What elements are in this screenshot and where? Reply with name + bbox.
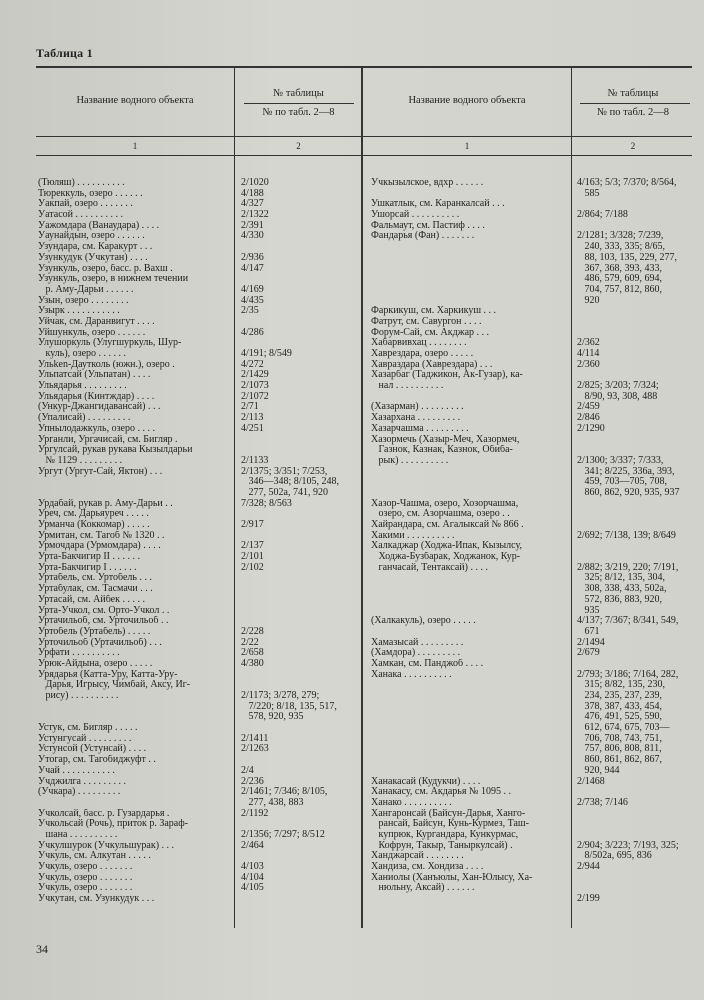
entry-ref: 2/1494 (577, 637, 605, 648)
entry-ref: 4/330 (241, 231, 264, 242)
entry-ref (577, 541, 693, 552)
entry-name: озеро, см. Азорчашма, озеро . . (371, 509, 510, 520)
entry-name: Уртабель, см. Уртобель . . . (38, 573, 152, 584)
entry-name: Уаунайдын, озеро . . . . . . (38, 231, 145, 242)
entry-ref: 4/169 (241, 284, 264, 295)
entry-name: Учкольсай (Рочь), приток р. Зараф- (38, 819, 189, 830)
entry-ref (241, 595, 359, 606)
ref-subheader-rule-left (244, 103, 354, 104)
colnum-2-right: 2 (630, 141, 636, 151)
entry-name: Урмитан, см. Тагоб № 1320 . . (38, 530, 165, 541)
entry-ref (577, 306, 693, 317)
entry-name: Учколсай, басс. р. Гузардарья . (38, 808, 170, 819)
entry-ref (241, 723, 359, 734)
entry-ref: 2/137 (241, 541, 264, 552)
entry-name: Учкуль, озеро . . . . . . . (38, 862, 133, 872)
entry-ref: 578, 920, 935 (241, 712, 304, 723)
entry-name: Форум-Сай, см. Акджар . . . (371, 327, 490, 338)
entry-name: (Ункур-Джангидавансай) . . . (38, 402, 161, 413)
header-ref-bottom-right: № по табл. 2—8 (596, 107, 670, 118)
entry-name: (Хамдора) . . . . . . . . . (371, 648, 461, 659)
entry-name (38, 477, 232, 488)
entry-name: нал . . . . . . . . . . (371, 381, 444, 392)
entry-ref (241, 616, 359, 627)
entry-ref: 277, 438, 883 (241, 797, 304, 808)
entry-ref: 2/1020 (241, 178, 269, 188)
entry-name (38, 488, 232, 499)
entry-ref (577, 883, 693, 894)
entry-ref: 2/679 (577, 648, 600, 659)
entry-name: рык) . . . . . . . . . . (371, 455, 449, 466)
entry-name: Учкызылское, вдхр . . . . . . (371, 178, 484, 188)
entry-ref: 757, 806, 808, 811, (577, 744, 662, 755)
entry-name (371, 467, 569, 478)
entry-name: (Хазарман) . . . . . . . . . (371, 402, 464, 413)
entry-ref: 2/1322 (241, 210, 269, 221)
entry-name: Хазормечь (Хазыр-Меч, Хазормеч, (371, 434, 520, 445)
entry-name: Урта-Учкол, см. Орто-Учкол . . (38, 605, 170, 616)
entry-name: Ханако . . . . . . . . . . (371, 797, 452, 808)
entry-name: Урмочдара (Урмомдара) . . . . (38, 541, 161, 552)
entry-name: шана . . . . . . . . . . (38, 829, 118, 840)
colnum-1-right: 1 (464, 141, 470, 151)
entry-name: Фальмаут, см. Пастиф . . . . (371, 220, 485, 231)
entry-ref: 2/362 (577, 338, 600, 349)
entry-ref: 2/658 (241, 648, 264, 659)
entry-name: Узырк . . . . . . . . . . . (38, 306, 120, 317)
entry-name: Ульядарья (Кинтждар) . . . . (38, 391, 155, 402)
entry-ref (241, 584, 359, 595)
entry-ref: 4/251 (241, 423, 264, 434)
entry-ref: 2/459 (577, 402, 600, 413)
entry-name: Ханака . . . . . . . . . . (371, 669, 452, 680)
entry-name: Хавраздара (Хаврездара) . . . (371, 359, 493, 370)
entry-name: Урта-Бакчигир I . . . . . . (38, 562, 137, 573)
entry-name: Упнылодажкуль, озеро . . . . (38, 423, 155, 434)
entry-name: Хамазысай . . . . . . . . . (371, 637, 464, 648)
entry-ref (241, 894, 359, 905)
entry-name: Уйшункуль, озеро . . . . . . (38, 327, 146, 338)
entry-ref: 476, 491, 525, 590, (577, 712, 662, 723)
entry-ref: 341; 8/225, 336a, 393, (577, 466, 675, 477)
entry-ref: 2/1072 (241, 391, 269, 402)
header-ref-top-left: № таблицы (273, 88, 324, 99)
entry-name: Фатрут, см. Савургон . . . . (371, 316, 482, 327)
entry-ref (577, 370, 693, 381)
entry-name: Учкуль, озеро . . . . . . . (38, 872, 133, 883)
entry-name: Хангаронсай (Байсун-Дарья, Ханго- (371, 808, 526, 819)
entry-ref: 2/236 (241, 776, 264, 787)
table-title: Таблица 1 (36, 46, 93, 60)
entry-ref: 2/904; 3/223; 7/193, 325; (577, 840, 679, 851)
entry-ref: 2/864; 7/188 (577, 210, 628, 221)
entry-name: № 1129 . . . . . . . . . (38, 455, 123, 466)
entry-ref: 920 (577, 295, 600, 306)
entry-name: Хайрандара, см. Агалыксай № 866 . (371, 520, 524, 530)
entry-name: Урточильоб (Уртачильоб) . . . (38, 637, 162, 648)
entry-name: Урманча (Коккомар) . . . . . (38, 520, 150, 530)
right-name-column (371, 178, 569, 894)
entry-ref (241, 531, 359, 542)
entry-ref (241, 274, 359, 285)
entry-ref: 2/228 (241, 626, 264, 637)
entry-name: Учкуль, озеро . . . . . . . (38, 883, 133, 894)
entry-name: Урюк-Айдына, озеро . . . . . (38, 658, 153, 669)
entry-ref: 459, 703—705, 708, (577, 477, 667, 488)
entry-name: Уажомдара (Ванаудара) . . . . (38, 220, 160, 231)
entry-ref: 2/1375; 3/351; 7/253, (241, 466, 328, 477)
entry-name: Урядарья (Катта-Уру, Катта-Уру- (38, 669, 178, 680)
entry-name: Хазарбаг (Таджикон, Ак-Гузар), ка- (371, 370, 523, 381)
entry-ref: 585 (577, 188, 600, 199)
left-ref-column (241, 178, 359, 905)
entry-ref: 8/90, 93, 308, 488 (577, 391, 658, 402)
entry-ref: 2/917 (241, 520, 264, 530)
entry-name: Улушоркуль (Улугшуркуль, Шур- (38, 338, 182, 349)
entry-ref (577, 873, 693, 884)
entry-ref: 2/464 (241, 840, 264, 851)
entry-ref: 346—348; 8/105, 248, (241, 477, 340, 488)
entry-name: Учджилга . . . . . . . . . (38, 776, 126, 787)
entry-ref: 2/102 (241, 562, 264, 573)
entry-ref: 2/936 (241, 252, 264, 263)
entry-name: Кофрун, Такыр, Таныркулсай) . (371, 840, 513, 851)
entry-ref: 4/188 (241, 188, 264, 199)
entry-name (371, 627, 569, 638)
entry-ref: 2/825; 3/203; 7/324; (577, 381, 659, 392)
entry-ref (577, 509, 693, 520)
entry-ref (241, 819, 359, 830)
entry-name (371, 274, 569, 285)
entry-name: Хамкан, см. Панджоб . . . . (371, 658, 484, 669)
entry-ref: 486, 579, 609, 694, (577, 274, 662, 285)
entry-name: рису) . . . . . . . . . . (38, 691, 119, 701)
entry-ref: 572, 836, 883, 920, (577, 594, 662, 605)
entry-name: (Тюляш) . . . . . . . . . . (38, 178, 125, 188)
entry-ref: 920, 944 (577, 765, 620, 776)
entry-name: (Учкара) . . . . . . . . . (38, 787, 121, 798)
entry-name (371, 680, 569, 691)
entry-name (371, 488, 569, 499)
entry-ref (577, 317, 693, 328)
entry-ref (241, 755, 359, 766)
entry-name: Устук, см. Бигляр . . . . . (38, 723, 138, 734)
entry-name: Узункуль, озеро, басс. р. Вахш . (38, 263, 173, 274)
entry-name: Дарья, Игрысу, Чимбай, Аксу, Иг- (38, 680, 191, 691)
entry-name (371, 584, 569, 595)
entry-name (371, 189, 569, 200)
entry-name (371, 691, 569, 702)
entry-name: Тюреккуль, озеро . . . . . . (38, 188, 143, 199)
entry-ref (241, 509, 359, 520)
entry-ref: 2/1290 (577, 423, 605, 434)
entry-name: Ходжа-Бузбарак, Ходжанок, Кур- (371, 552, 521, 563)
entry-name: купрюк, Кургандара, Кункурмас, (371, 829, 519, 840)
entry-ref: 2/113 (241, 413, 264, 424)
column-divider-3 (571, 66, 572, 928)
entry-name: Ургулсай, рукав рукава Кызылдарьи (38, 445, 193, 456)
entry-ref: 2/1411 (241, 733, 269, 744)
entry-ref: 2/1133 (241, 455, 269, 466)
entry-name (371, 264, 569, 275)
entry-name (38, 712, 232, 723)
entry-name: Хазор-Чашма, озеро, Хозорчашма, (371, 498, 519, 509)
entry-ref: 2/1429 (241, 370, 269, 381)
entry-name: куль), озеро . . . . . . (38, 349, 127, 359)
entry-ref: 2/738; 7/146 (577, 797, 628, 808)
entry-name: Урдабай, рукав р. Аму-Дарьи . . (38, 498, 173, 509)
header-mid-rule (36, 136, 692, 137)
column-divider-1 (234, 66, 235, 928)
entry-name: Уатасой . . . . . . . . . . (38, 210, 123, 221)
entry-name (38, 702, 232, 713)
entry-name: Хазархана . . . . . . . . . (371, 413, 461, 424)
entry-ref (577, 328, 693, 339)
entry-ref: 2/1356; 7/297; 8/512 (241, 829, 325, 840)
left-name-column (38, 178, 232, 905)
entry-ref: 2/1173; 3/278, 279; (241, 691, 320, 701)
entry-ref: 88, 103, 135, 229, 277, (577, 252, 677, 263)
entry-ref: 2/944 (577, 862, 600, 872)
entry-ref: 2/22 (241, 637, 259, 648)
entry-name: Утогар, см. Тагобиджуфт . . (38, 755, 156, 766)
entry-name: ганчасай, Тентаксай) . . . . (371, 562, 488, 573)
entry-ref: 2/1263 (241, 744, 269, 755)
entry-ref: 308, 338, 433, 502a, (577, 584, 667, 595)
entry-name: Газнок, Казнак, Казнок, Обиба- (371, 445, 513, 456)
entry-ref: 7/220; 8/18, 135, 517, (241, 701, 337, 712)
entry-ref: 671 (577, 626, 600, 637)
entry-name (371, 723, 569, 734)
entry-name: Уакпай, озеро . . . . . . . (38, 199, 133, 210)
entry-name: Уртачильоб, см. Урточильоб . . (38, 616, 169, 627)
entry-ref: 4/163; 5/3; 7/370; 8/564, (577, 178, 677, 188)
entry-ref (577, 199, 693, 210)
entry-name: Халкаджар (Ходжа-Ипак, Кызылсу, (371, 541, 522, 552)
entry-ref: 4/147 (241, 263, 264, 274)
entry-name: Ульядарья . . . . . . . . . (38, 381, 127, 392)
entry-ref (241, 606, 359, 617)
entry-name (371, 595, 569, 606)
entry-name: Фаркикуш, см. Харкикуш . . . (371, 306, 497, 317)
entry-ref: 2/846 (577, 413, 600, 424)
entry-name: Узункудук (Учкутан) . . . . (38, 252, 148, 263)
entry-name: Ушорсай . . . . . . . . . . (371, 210, 460, 221)
entry-name: Уртобель (Уртабель) . . . . . (38, 626, 151, 637)
entry-ref: 860, 862, 920, 935, 937 (577, 487, 680, 498)
entry-name: Учкулшурок (Учкульшурак) . . . (38, 840, 175, 851)
entry-name: Учкуль, см. Алкутан . . . . . (38, 851, 151, 862)
entry-name (371, 573, 569, 584)
entry-ref: 7/328; 8/563 (241, 498, 292, 509)
entry-ref (241, 435, 359, 446)
entry-name: Ульпатсай (Ульпатан) . . . . (38, 370, 151, 381)
entry-name (371, 242, 569, 253)
entry-ref: 935 (577, 605, 600, 616)
entry-ref: 8/502a, 695, 836 (577, 851, 652, 862)
entry-ref: 378, 387, 433, 454, (577, 701, 662, 712)
entry-name: Ханакасу, см. Акдарья № 1095 . . (371, 787, 511, 798)
entry-name: Уреч, см. Дарьяуреч . . . . . (38, 509, 149, 520)
entry-name (371, 734, 569, 745)
entry-ref: 4/191; 8/549 (241, 349, 292, 359)
entry-name: Уйчак, см. Даранвигут . . . . (38, 316, 155, 327)
entry-name: Учай . . . . . . . . . . . (38, 765, 115, 776)
entry-ref: 4/380 (241, 658, 264, 669)
entry-ref: 704, 757, 812, 860, (577, 284, 662, 295)
entry-ref (241, 317, 359, 328)
entry-ref: 2/1300; 3/337; 7/333, (577, 455, 664, 466)
entry-ref: 4/105 (241, 883, 264, 894)
entry-ref (577, 809, 693, 820)
entry-name: Уртасай, см. Айбек . . . . . (38, 594, 145, 605)
entry-name: нюльну, Аксай) . . . . . . (371, 883, 475, 894)
entry-ref: 367, 368, 393, 433, (577, 263, 662, 274)
entry-name: Хакими . . . . . . . . . . (371, 530, 455, 541)
header-ref-bottom-left: № по табл. 2—8 (262, 107, 335, 118)
entry-ref: 860, 861, 862, 867, (577, 755, 662, 766)
entry-ref (577, 659, 693, 670)
entry-ref (577, 221, 693, 232)
entry-name: Хандиза, см. Хондиза . . . . (371, 862, 484, 872)
entry-name: Ульken-Даутколь (южн.), озеро . (38, 359, 175, 370)
entry-ref (241, 242, 359, 253)
entry-ref (241, 338, 359, 349)
entry-name: (Халкакуль), озеро . . . . . (371, 616, 476, 627)
entry-ref: 2/793; 3/186; 7/164, 282, (577, 669, 679, 680)
entry-ref (241, 445, 359, 456)
entry-name: Урганли, Ургачисай, см. Бигляр . (38, 434, 178, 445)
entry-name (371, 712, 569, 723)
entry-name: Узункуль, озеро, в нижнем течении (38, 274, 189, 285)
entry-name: Хабарвивхац . . . . . . . . (371, 338, 467, 349)
entry-name: Уртабулак, см. Тасмачи . . . (38, 584, 153, 595)
entry-ref: 4/272 (241, 359, 264, 370)
entry-ref (577, 830, 693, 841)
entry-name: Учкутан, см. Узункудук . . . (38, 894, 155, 905)
entry-ref: 4/137; 7/367; 8/341, 549, (577, 616, 679, 627)
entry-ref: 2/882; 3/219, 220; 7/191, (577, 562, 679, 573)
entry-name: Хаврездара, озеро . . . . . (371, 349, 474, 359)
entry-name: Ургут (Ургут-Сай, Яктон) . . . (38, 466, 163, 477)
entry-ref: 4/327 (241, 199, 264, 210)
entry-ref: 4/286 (241, 327, 264, 338)
entry-name (371, 285, 569, 296)
right-ref-column (577, 178, 693, 905)
entry-ref: 277, 502a, 741, 920 (241, 487, 328, 498)
entry-name: Хазарчашма . . . . . . . . . (371, 423, 469, 434)
page-number: 34 (36, 942, 48, 956)
entry-ref: 325; 8/12, 135, 304, (577, 573, 666, 584)
entry-name: Устунгусай . . . . . . . . . (38, 733, 132, 744)
entry-ref: 2/199 (577, 894, 600, 905)
entry-ref: 4/103 (241, 862, 264, 872)
entry-ref: 612, 674, 675, 703— (577, 723, 670, 734)
entry-ref (241, 670, 359, 681)
entry-name (371, 296, 569, 307)
entry-name (371, 755, 569, 766)
entry-ref (577, 520, 693, 531)
entry-ref (241, 573, 359, 584)
entry-ref: 2/1192 (241, 808, 269, 819)
entry-ref (577, 499, 693, 510)
entry-ref: 240, 333, 335; 8/65, (577, 242, 666, 253)
entry-ref: 2/1281; 3/328; 7/239, (577, 231, 664, 242)
entry-name: Устунсой (Устунсай) . . . . (38, 744, 147, 755)
entry-ref: 4/104 (241, 872, 264, 883)
entry-name: Ханиолы (Ханъюлы, Хан-Юлысу, Ха- (371, 872, 533, 883)
header-top-rule (36, 66, 692, 68)
entry-ref: 2/1468 (577, 776, 605, 787)
entry-name (371, 606, 569, 617)
entry-name (371, 477, 569, 488)
header-ref-top-right: № таблицы (607, 88, 659, 99)
entry-name: р. Аму-Дарьи . . . . . . (38, 284, 134, 295)
colnum-1-left: 1 (132, 141, 138, 151)
entry-ref: 2/1461; 7/346; 8/105, (241, 787, 328, 798)
entry-ref (577, 787, 693, 798)
entry-ref (241, 851, 359, 862)
entry-name (371, 766, 569, 777)
entry-ref (577, 445, 693, 456)
entry-name: Ханджарсай . . . . . . . . (371, 851, 464, 862)
entry-name: Урфати . . . . . . . . . . (38, 648, 120, 659)
entry-name (38, 798, 232, 809)
entry-ref: 2/1073 (241, 381, 269, 392)
entry-ref (577, 819, 693, 830)
entry-name: Узундара, см. Каракурт . . . (38, 242, 153, 253)
entry-ref: 2/692; 7/138, 139; 8/649 (577, 530, 676, 541)
entry-name: Ханакасай (Кудукчи) . . . . (371, 776, 481, 787)
entry-name (371, 253, 569, 264)
header-name-left: Название водного объекта (76, 95, 194, 106)
entry-ref: 706, 708, 743, 751, (577, 733, 662, 744)
entry-name: рансай, Байсун, Кунь-Курмез, Таш- (371, 819, 529, 830)
entry-ref (241, 680, 359, 691)
header-name-right: Название водного объекта (408, 95, 526, 106)
colnum-2-left: 2 (296, 141, 301, 151)
entry-ref (577, 435, 693, 446)
entry-ref: 2/360 (577, 359, 600, 370)
entry-ref: 2/4 (241, 765, 254, 776)
entry-name: Фандарья (Фан) . . . . . . . (371, 231, 475, 242)
entry-ref (577, 552, 693, 563)
entry-ref: 4/435 (241, 295, 264, 306)
entry-ref: 4/114 (577, 349, 600, 359)
entry-ref: 2/101 (241, 552, 264, 563)
entry-ref: 2/391 (241, 220, 264, 231)
entry-ref: 234, 235, 237, 239, (577, 691, 662, 701)
entry-name (371, 744, 569, 755)
entry-name: Ушкатлык, см. Каранкалсай . . . (371, 199, 505, 210)
ref-subheader-rule-right (580, 103, 690, 104)
entry-name: Урта-Бакчигир II . . . . . . (38, 552, 140, 563)
entry-ref: 315; 8/82, 135, 230, (577, 680, 666, 691)
entry-ref: 2/71 (241, 402, 259, 413)
header-bottom-rule (36, 155, 692, 156)
entry-name: (Упалисай) . . . . . . . . . (38, 413, 131, 424)
entry-name (371, 392, 569, 403)
entry-ref: 2/35 (241, 306, 259, 317)
entry-name: Узын, озеро . . . . . . . . (38, 295, 129, 306)
column-divider-center (361, 66, 363, 928)
entry-name (371, 702, 569, 713)
